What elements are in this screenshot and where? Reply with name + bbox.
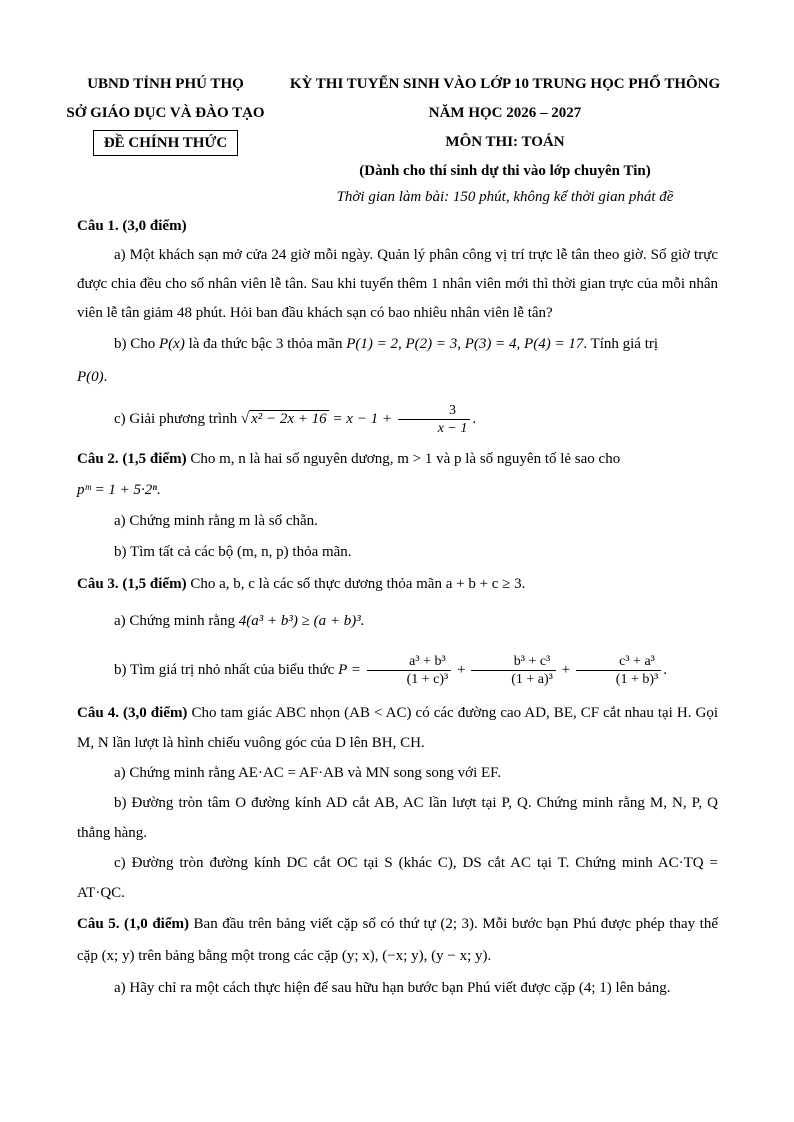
q1-part-b: b) Cho P(x) là đa thức bậc 3 thỏa mãn P(1) = 2, P(2) = 3, P(3) = 4, P(4) = 17. Tính giá trị [114,336,659,352]
q3-part-a: a) Chứng minh rằng 4(a³ + b³) ≥ (a + b)³. [114,613,365,629]
q3-part-b: b) Tìm giá trị nhỏ nhất của biểu thức P = $\frac{\text{a³ + b³}}{\text{(1 + c)³}}$ + $\frac{\text{b³ + c³}}{\text{(1 + a)³}}$ + $\frac{\text{c³ + a³}}{\text{(1 + b)³}}$ . [114,654,667,688]
q2-part-b: b) Tìm tất cả các bộ (m, n, p) thỏa mãn. [114,544,352,560]
q4-part-a: a) Chứng minh rằng AE·AC = AF·AB và MN song song với EF. [114,765,502,781]
q3-intro: Câu 3. (1,5 điểm) Cho a, b, c là các số thực dương thỏa mãn a + b + c ≥ 3. [77,576,526,592]
q4-part-c: c) Đường tròn đường kính DC cắt OC tại S (khác C), DS cắt AC tại T. Chứng minh AC·TQ = AT·QC. [77,855,718,901]
q4-intro: Câu 4. (3,0 điểm) Cho tam giác ABC nhọn (AB < AC) có các đường cao AD, BE, CF cắt nhau tại H. Gọi M, N lần lượt là hình chiếu vuông góc của D lên BH, CH. [77,705,718,751]
q1-title: Câu 1. (3,0 điểm) [77,218,187,234]
q1-part-c: c) Giải phương trình √ x² − 2x + 16 = x − 1 + $\frac{3}{x - 1}$ . [114,403,477,437]
school-year: NĂM HỌC 2026 – 2027 [428,105,582,121]
q2-equation: pᵐ = 1 + 5·2ⁿ. [77,482,161,498]
q2-part-a: a) Chứng minh rằng m là số chẵn. [114,513,318,529]
q1-part-b-cont: P(0). [77,369,108,385]
department-name: UBND TỈNH PHÚ THỌ [87,76,244,92]
time-limit: Thời gian làm bài: 150 phút, không kể thời gian phát đề [336,189,674,205]
q4-part-b: b) Đường tròn tâm O đường kính AD cắt AB, AC lần lượt tại P, Q. Chứng minh rằng M, N, P, Q thẳng hàng. [77,795,718,841]
q2-intro: Câu 2. (1,5 điểm) Cho m, n là hai số nguyên dương, m > 1 và p là số nguyên tố lẻ sao cho [77,451,621,467]
q5-intro: Câu 5. (1,0 điểm) Ban đầu trên bảng viết cặp số có thứ tự (2; 3). Mỗi bước bạn Phú được phép thay thế cặp (x; y) trên bảng bằng một trong các cặp (y; x), (−x; y), (y − x; y). [77,916,718,964]
target-candidates: (Dành cho thí sinh dự thi vào lớp chuyên Tin) [359,163,651,179]
q5-part-a: a) Hãy chỉ ra một cách thực hiện để sau hữu hạn bước bạn Phú viết được cặp (4; 1) lên bảng. [114,980,671,996]
exam-title: KỲ THI TUYỂN SINH VÀO LỚP 10 TRUNG HỌC PHỔ THÔNG [289,76,721,92]
agency-name: SỞ GIÁO DỤC VÀ ĐÀO TẠO [66,105,265,121]
header-right [265,74,745,216]
official-exam-label: ĐỀ CHÍNH THỨC [93,130,238,156]
subject: MÔN THI: TOÁN [445,134,565,150]
q1-part-a: a) Một khách sạn mở cửa 24 giờ mỗi ngày. Quản lý phân công vị trí trực lễ tân theo giờ. Số giờ trực được chia đều cho số nhân viên lễ tân. Sau khi tuyển thêm 1 nhân viên mới thì thời gian trực của mỗi nhân viên lễ tân giảm 48 phút. Hỏi ban đầu khách sạn có bao nhiêu nhân viên lễ tân? [77,247,718,321]
exam-body [77,212,718,1004]
header-left [48,74,283,161]
